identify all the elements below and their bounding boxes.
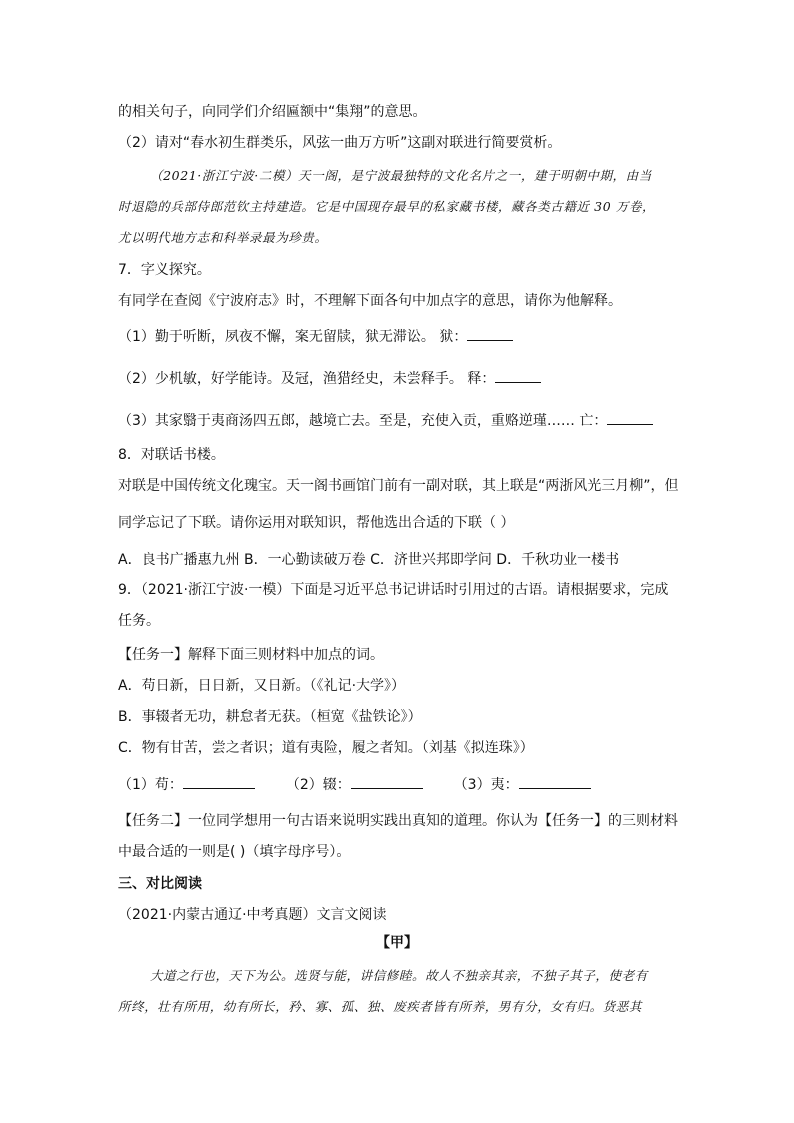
question-heading: 7．字义探究。 [118, 262, 211, 278]
question-heading: 8．对联话书楼。 [118, 447, 225, 463]
passage-line: （2021·浙江宁波·二模）天一阁，是宁波最独特的文化名片之一，建于明朝中期，由当 [150, 168, 652, 183]
options-line: A．良书广播惠九州 B．一心勤读破万卷 C．济世兴邦即学问 D．千秋功业一楼书 [118, 552, 620, 568]
passage-line: 所终，壮有所用，幼有所长，矜、寡、孤、独、废疾者皆有所养，男有分，女有归。货恶其 [118, 999, 643, 1014]
section-heading: 三、对比阅读 [118, 876, 202, 892]
question-item [118, 410, 653, 431]
text-line: （2021·内蒙古通辽·中考真题）文言文阅读 [118, 907, 387, 923]
answer-blank[interactable] [467, 326, 513, 341]
text-line: 有同学在查阅《宁波府志》时，不理解下面各句中加点字的意思，请你为他解释。 [118, 293, 622, 309]
text-line: 对联是中国传统文化瑰宝。天一阁书画馆门前有一副对联，其上联是“两浙风光三月柳”，但 [118, 478, 679, 494]
passage-line: 尤以明代地方志和科举录最为珍贵。 [118, 230, 328, 245]
question-heading: 9．（2021·浙江宁波·一模）下面是习近平总书记讲话时引用过的古语。请根据要求，完成 [118, 582, 669, 598]
question-item [118, 368, 541, 389]
item-text: （2）辍： [285, 777, 351, 793]
text-line: 的相关句子，向同学们介绍匾额中“集翔”的意思。 [118, 104, 427, 120]
answer-row [118, 774, 591, 795]
question-line: （2）请对“春水初生群类乐，风弦一曲万方听”这副对联进行简要赏析。 [118, 135, 562, 151]
answer-blank[interactable] [519, 774, 591, 789]
item-text: （3）其家翳于夷商汤四五郎，越境亡去。至是，充使入贡，重赂逆瑾…… 亡： [118, 413, 608, 429]
item-text: （3）夷： [453, 777, 519, 793]
item-text: （2）少机敏，好学能诗。及冠，渔猎经史，未尝释手。 释： [118, 371, 496, 387]
material-line: C．物有甘苦，尝之者识；道有夷险，履之者知。（刘基《拟连珠》） [118, 740, 534, 756]
text-line: 同学忘记了下联。请你运用对联知识，帮他选出合适的下联（ ） [118, 515, 515, 531]
material-line: A．苟日新，日日新，又日新。（《礼记·大学》） [118, 678, 406, 694]
passage-title: 【甲】 [376, 935, 418, 951]
passage-line: 时退隐的兵部侍郎范钦主持建造。它是中国现存最早的私家藏书楼，藏各类古籍近 30 万卷， [118, 199, 656, 214]
task-heading: 【任务一】解释下面三则材料中加点的词。 [118, 647, 384, 663]
item-text: （1）勤于听断，夙夜不懈，案无留牍，狱无滞讼。 狱： [118, 329, 468, 345]
answer-blank[interactable] [495, 368, 541, 383]
task-heading: 【任务二】一位同学想用一句古语来说明实践出真知的道理。你认为【任务一】的三则材料 [118, 813, 678, 829]
passage-line: 大道之行也，天下为公。选贤与能，讲信修睦。故人不独亲其亲，不独子其子，使老有 [150, 968, 648, 983]
text-line: 中最合适的一则是( )（填字母序号）。 [118, 844, 351, 860]
answer-blank[interactable] [607, 410, 653, 425]
answer-blank[interactable] [183, 774, 255, 789]
text-line: 任务。 [118, 613, 160, 629]
material-line: B．事辍者无功，耕怠者无获。（桓宽《盐铁论》） [118, 709, 422, 725]
answer-blank[interactable] [351, 774, 423, 789]
question-item [118, 326, 513, 347]
item-text: （1）苟： [118, 777, 183, 793]
